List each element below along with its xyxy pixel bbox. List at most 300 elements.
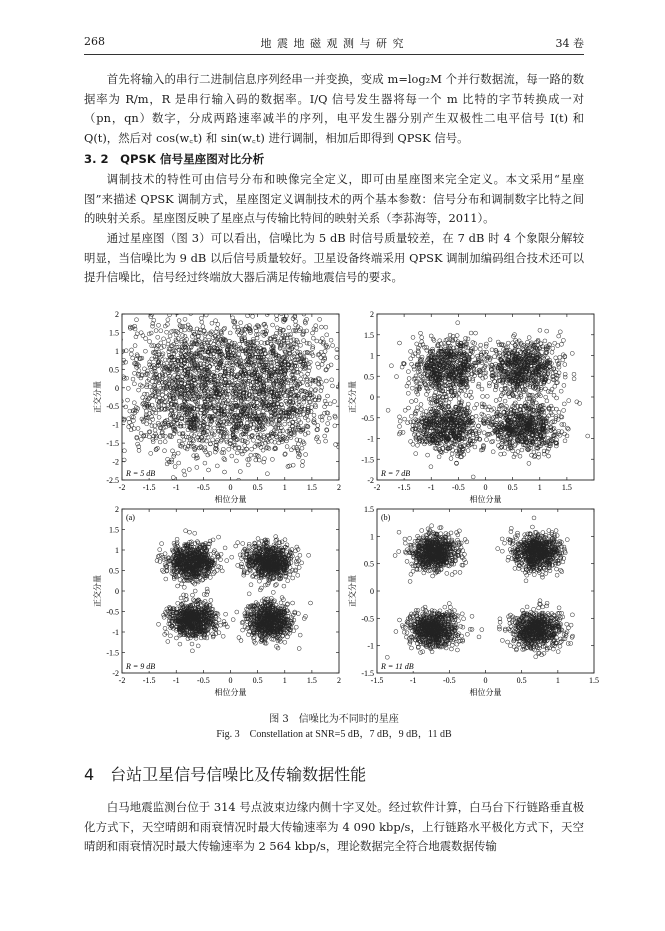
scatter-point [485, 350, 489, 354]
scatter-point [176, 451, 180, 455]
scatter-point [137, 448, 141, 452]
scatter-point [407, 381, 411, 385]
scatter-point [400, 365, 404, 369]
scatter-point [141, 396, 145, 400]
scatter-point [323, 405, 327, 409]
scatter-point [177, 319, 181, 323]
scatter-point [496, 340, 500, 344]
scatter-point [324, 379, 328, 383]
scatter-point [251, 314, 255, 318]
scatter-point [545, 329, 549, 333]
scatter-point [301, 459, 305, 463]
scatter-point [425, 392, 429, 396]
scatter-point [433, 446, 437, 450]
scatter-point [389, 364, 393, 368]
scatter-point [179, 329, 183, 333]
scatter-point [177, 461, 181, 465]
scatter-point [151, 440, 155, 444]
scatter-point [406, 370, 410, 374]
scatter-point [129, 352, 133, 356]
scatter-point [295, 346, 299, 350]
scatter-point [407, 406, 411, 410]
y-tick-label: 0.5 [109, 365, 119, 375]
scatter-point [449, 457, 453, 461]
scatter-point [414, 374, 418, 378]
scatter-point [420, 336, 424, 340]
scatter-point [506, 341, 510, 345]
scatter-point [227, 300, 231, 304]
scatter-point [450, 452, 454, 456]
scatter-point [494, 399, 498, 403]
scatter-point [214, 319, 218, 323]
scatter-point [145, 392, 149, 396]
scatter-point [238, 304, 242, 308]
scatter-point [207, 468, 211, 472]
scatter-point [398, 419, 402, 423]
y-tick-label: 1.5 [109, 328, 119, 338]
scatter-point [159, 329, 163, 333]
scatter-point [106, 346, 110, 350]
scatter-point [212, 426, 216, 430]
scatter-point [405, 384, 409, 388]
scatter-points [386, 321, 590, 479]
scatter-point [148, 411, 152, 415]
scatter-point [487, 384, 491, 388]
y-tick-label: -1 [112, 420, 119, 430]
scatter-point [221, 356, 225, 360]
scatter-point [156, 335, 160, 339]
scatter-point [473, 445, 477, 449]
scatter-point [553, 384, 557, 388]
scatter-point [299, 343, 303, 347]
scatter-point [132, 401, 136, 405]
scatter-point [267, 287, 271, 291]
scatter-point [300, 446, 304, 450]
scatter-point [126, 398, 130, 402]
scatter-point [479, 343, 483, 347]
scatter-point [222, 457, 226, 461]
scatter-point [466, 402, 470, 406]
scatter-point [288, 309, 292, 313]
scatter-point [281, 291, 285, 295]
scatter-point [432, 338, 436, 342]
scatter-point [469, 331, 473, 335]
scatter-point [205, 310, 209, 314]
constellation-chart-7db [347, 310, 602, 510]
scatter-point [199, 316, 203, 320]
scatter-point [299, 372, 303, 376]
scatter-point [343, 405, 347, 409]
scatter-point [182, 469, 186, 473]
scatter-point [561, 358, 565, 362]
scatter-point [226, 375, 230, 379]
scatter-point [228, 331, 232, 335]
scatter-point [225, 361, 229, 365]
scatter-point [281, 415, 285, 419]
scatter-point [475, 354, 479, 358]
scatter-point [297, 306, 301, 310]
scatter-point [466, 337, 470, 341]
scatter-point [493, 379, 497, 383]
scatter-point [562, 383, 566, 387]
scatter-point [324, 325, 328, 329]
scatter-point [131, 356, 135, 360]
scatter-point [126, 386, 130, 390]
scatter-point [324, 439, 328, 443]
scatter-point [303, 351, 307, 355]
scatter-point [200, 369, 204, 373]
scatter-point [119, 399, 123, 403]
scatter-point [164, 395, 168, 399]
scatter-point [437, 455, 441, 459]
scatter-point [254, 305, 258, 309]
scatter-point [121, 361, 125, 365]
scatter-point [192, 434, 196, 438]
scatter-point [196, 384, 200, 388]
scatter-point [498, 397, 502, 401]
scatter-point [275, 326, 279, 330]
scatter-point [434, 390, 438, 394]
scatter-point [443, 379, 447, 383]
scatter-point [330, 384, 334, 388]
scatter-point [135, 353, 139, 357]
scatter-point [238, 342, 242, 346]
scatter-point [419, 429, 423, 433]
scatter-point [296, 442, 300, 446]
scatter-point [139, 331, 143, 335]
scatter-point [398, 424, 402, 428]
scatter-point [208, 442, 212, 446]
scatter-point [456, 321, 460, 325]
scatter-point [386, 408, 390, 412]
scatter-point [161, 299, 165, 303]
y-tick-label: 2 [115, 310, 119, 319]
scatter-point [287, 326, 291, 330]
x-tick-label: 0 [228, 483, 233, 492]
x-axis-label: 相位分量 [214, 495, 247, 504]
scatter-point [409, 349, 413, 353]
scatter-point [544, 387, 548, 391]
scatter-point [137, 388, 141, 392]
y-tick-label: 0 [115, 383, 119, 393]
x-tick-label: 1 [282, 483, 287, 492]
scatter-point [298, 368, 302, 372]
scatter-point [187, 468, 191, 472]
scatter-point [483, 375, 487, 379]
y-tick-label: -2 [112, 457, 119, 467]
scatter-point [171, 476, 175, 480]
scatter-point [136, 442, 140, 446]
scatter-point [166, 318, 170, 322]
scatter-point [572, 372, 576, 376]
scatter-point [476, 424, 480, 428]
scatter-point [192, 454, 196, 458]
scatter-point [159, 341, 163, 345]
scatter-point [543, 339, 547, 343]
scatter-point [271, 323, 275, 327]
scatter-point [230, 454, 234, 458]
scatter-point [328, 402, 332, 406]
scatter-point [285, 445, 289, 449]
scatter-point [265, 472, 269, 476]
scatter-point [157, 415, 161, 419]
scatter-point [195, 465, 199, 469]
scatter-point [416, 392, 420, 396]
volume-label: 34 卷 [555, 37, 584, 50]
scatter-point [539, 342, 543, 346]
scatter-point [561, 338, 565, 342]
scatter-point [527, 336, 531, 340]
scatter-point [307, 342, 311, 346]
scatter-point [144, 337, 148, 341]
constellation-chart-5db [92, 310, 347, 510]
scatter-point [444, 338, 448, 342]
scatter-point [316, 362, 320, 366]
scatter-point [153, 428, 157, 432]
chart-svg-0 [92, 310, 347, 510]
scatter-point [210, 305, 214, 309]
scatter-point [171, 296, 175, 300]
scatter-point [409, 414, 413, 418]
scatter-point [572, 377, 576, 381]
scatter-point [210, 321, 214, 325]
scatter-point [325, 333, 329, 337]
scatter-point [306, 383, 310, 387]
scatter-point [485, 438, 489, 442]
scatter-point [182, 424, 186, 428]
scatter-point [222, 327, 226, 331]
scatter-point [249, 453, 253, 457]
scatter-point [556, 344, 560, 348]
scatter-point [205, 309, 209, 313]
scatter-point [130, 348, 134, 352]
scatter-point [223, 470, 227, 474]
scatter-point [234, 459, 238, 463]
scatter-point [300, 464, 304, 468]
scatter-point [560, 342, 564, 346]
scatter-point [183, 473, 187, 477]
scatter-point [298, 491, 302, 495]
scatter-point [203, 461, 207, 465]
scatter-point [211, 438, 215, 442]
scatter-point [333, 415, 337, 419]
scatter-point [188, 326, 192, 330]
scatter-point [175, 396, 179, 400]
scatter-point [148, 340, 152, 344]
scatter-point [551, 346, 555, 350]
scatter-point [455, 334, 459, 338]
scatter-point [478, 347, 482, 351]
scatter-point [148, 360, 152, 364]
scatter-point [323, 349, 327, 353]
scatter-point [467, 427, 471, 431]
scatter-point [315, 339, 319, 343]
scatter-point [176, 337, 180, 341]
scatter-point [133, 344, 137, 348]
scatter-point [409, 440, 413, 444]
scatter-point [227, 447, 231, 451]
scatter-point [157, 323, 161, 327]
plot-frame [122, 314, 339, 480]
scatter-point [151, 417, 155, 421]
scatter-point [444, 344, 448, 348]
scatter-point [474, 347, 478, 351]
scatter-point [403, 417, 407, 421]
scatter-point [215, 464, 219, 468]
scatter-point [466, 449, 470, 453]
scatter-point [132, 382, 136, 386]
scatter-point [275, 318, 279, 322]
scatter-point [567, 399, 571, 403]
scatter-point [326, 422, 330, 426]
scatter-point [131, 377, 135, 381]
scatter-point [110, 393, 114, 397]
scatter-point [200, 320, 204, 324]
scatter-point [133, 371, 137, 375]
scatter-point [449, 397, 453, 401]
scatter-points [72, 285, 392, 495]
scatter-point [149, 451, 153, 455]
scatter-point [161, 426, 165, 430]
scatter-point [194, 308, 198, 312]
scatter-point [203, 446, 207, 450]
scatter-point [72, 351, 76, 355]
scatter-point [319, 325, 323, 329]
scatter-point [429, 465, 433, 469]
y-tick-label: -2.5 [106, 476, 119, 485]
scatter-point [312, 413, 316, 417]
scatter-point [168, 313, 172, 317]
scatter-point [217, 403, 221, 407]
scatter-point [333, 400, 337, 404]
scatter-point [243, 444, 247, 448]
scatter-point [429, 334, 433, 338]
x-tick-label: -1 [172, 483, 180, 492]
scatter-point [412, 365, 416, 369]
scatter-point [206, 341, 210, 345]
y-tick-label: 1 [115, 346, 119, 356]
scatter-point [451, 448, 455, 452]
scatter-point [171, 292, 175, 296]
scatter-point [163, 440, 167, 444]
scatter-point [308, 382, 312, 386]
scatter-point [486, 414, 490, 418]
scatter-point [331, 344, 335, 348]
scatter-point [398, 415, 402, 419]
scatter-point [480, 387, 484, 391]
scatter-point [398, 341, 402, 345]
scatter-point [305, 329, 309, 333]
scatter-point [426, 453, 430, 457]
y-tick-label: -0.5 [106, 402, 119, 412]
y-tick-label: -1.5 [106, 439, 119, 449]
scatter-point [488, 338, 492, 342]
scatter-point [291, 463, 295, 467]
scatter-point [301, 381, 305, 385]
scatter-point [411, 423, 415, 427]
scatter-point [481, 394, 485, 398]
scatter-point [225, 406, 229, 410]
scatter-point [306, 372, 310, 376]
scatter-point [201, 301, 205, 305]
x-tick-label: 0.5 [252, 483, 263, 492]
scatter-point [190, 433, 194, 437]
scatter-point [165, 330, 169, 334]
scatter-point [294, 319, 298, 323]
scatter-point [475, 402, 479, 406]
scatter-point [124, 405, 128, 409]
y-axis-label: 正交分量 [93, 381, 102, 413]
scatter-point [181, 334, 185, 338]
scatter-point [167, 350, 171, 354]
x-tick-label: 2 [337, 483, 341, 492]
scatter-point [110, 361, 114, 365]
scatter-point [420, 355, 424, 359]
scatter-point [395, 375, 399, 379]
scatter-point [407, 377, 411, 381]
scatter-point [128, 420, 132, 424]
scatter-point [168, 334, 172, 338]
scatter-point [161, 393, 165, 397]
scatter-point [326, 394, 330, 398]
x-tick-label: -2 [118, 483, 126, 492]
scatter-point [223, 326, 227, 330]
scatter-point [490, 348, 494, 352]
scatter-point [235, 451, 239, 455]
scatter-point [474, 331, 478, 335]
scatter-point [161, 482, 165, 486]
scatter-point [238, 470, 242, 474]
scatter-point [210, 482, 214, 486]
scatter-point [570, 351, 574, 355]
scatter-point [237, 353, 241, 357]
scatter-point [208, 310, 212, 314]
scatter-point [493, 355, 497, 359]
scatter-point [223, 458, 227, 462]
scatter-point [183, 317, 187, 321]
scatter-point [559, 389, 563, 393]
scatter-point [414, 380, 418, 384]
scatter-point [320, 362, 324, 366]
scatter-point [563, 375, 567, 379]
scatter-point [246, 463, 250, 467]
scatter-point [474, 414, 478, 418]
scatter-point [231, 316, 235, 320]
scatter-point [283, 422, 287, 426]
scatter-point [147, 435, 151, 439]
header-rule [84, 54, 584, 55]
scatter-point [154, 411, 158, 415]
x-tick-label: -1.5 [142, 483, 156, 492]
scatter-point [265, 446, 269, 450]
scatter-point [419, 403, 423, 407]
scatter-point [196, 305, 200, 309]
scatter-point [196, 402, 200, 406]
scatter-point [183, 328, 187, 332]
scatter-point [173, 465, 177, 469]
scatter-point [340, 330, 344, 334]
paragraph-constellation-result: 通过星座图（图 3）可以看出，信噪比为 5 dB 时信号质量较差，在 7 dB 时 4 个象限分解较明显，当信噪比为 9 dB 以后信号质量较好。卫星设备终端采用 QPSK 调制加编码组合技术还可以提升信噪比，信号经过终端放大器后满足传输地震信号的要求。 [84, 231, 584, 284]
section-heading-3-2: 3. 2 QPSK 信号星座图对比分析 [84, 152, 265, 166]
scatter-point [311, 331, 315, 335]
scatter-point [250, 447, 254, 451]
scatter-point [150, 357, 154, 361]
scatter-point [164, 391, 168, 395]
scatter-point [127, 417, 131, 421]
snr-annotation: R = 5 dB [126, 469, 156, 478]
scatter-point [93, 329, 97, 333]
scatter-point [239, 321, 243, 325]
